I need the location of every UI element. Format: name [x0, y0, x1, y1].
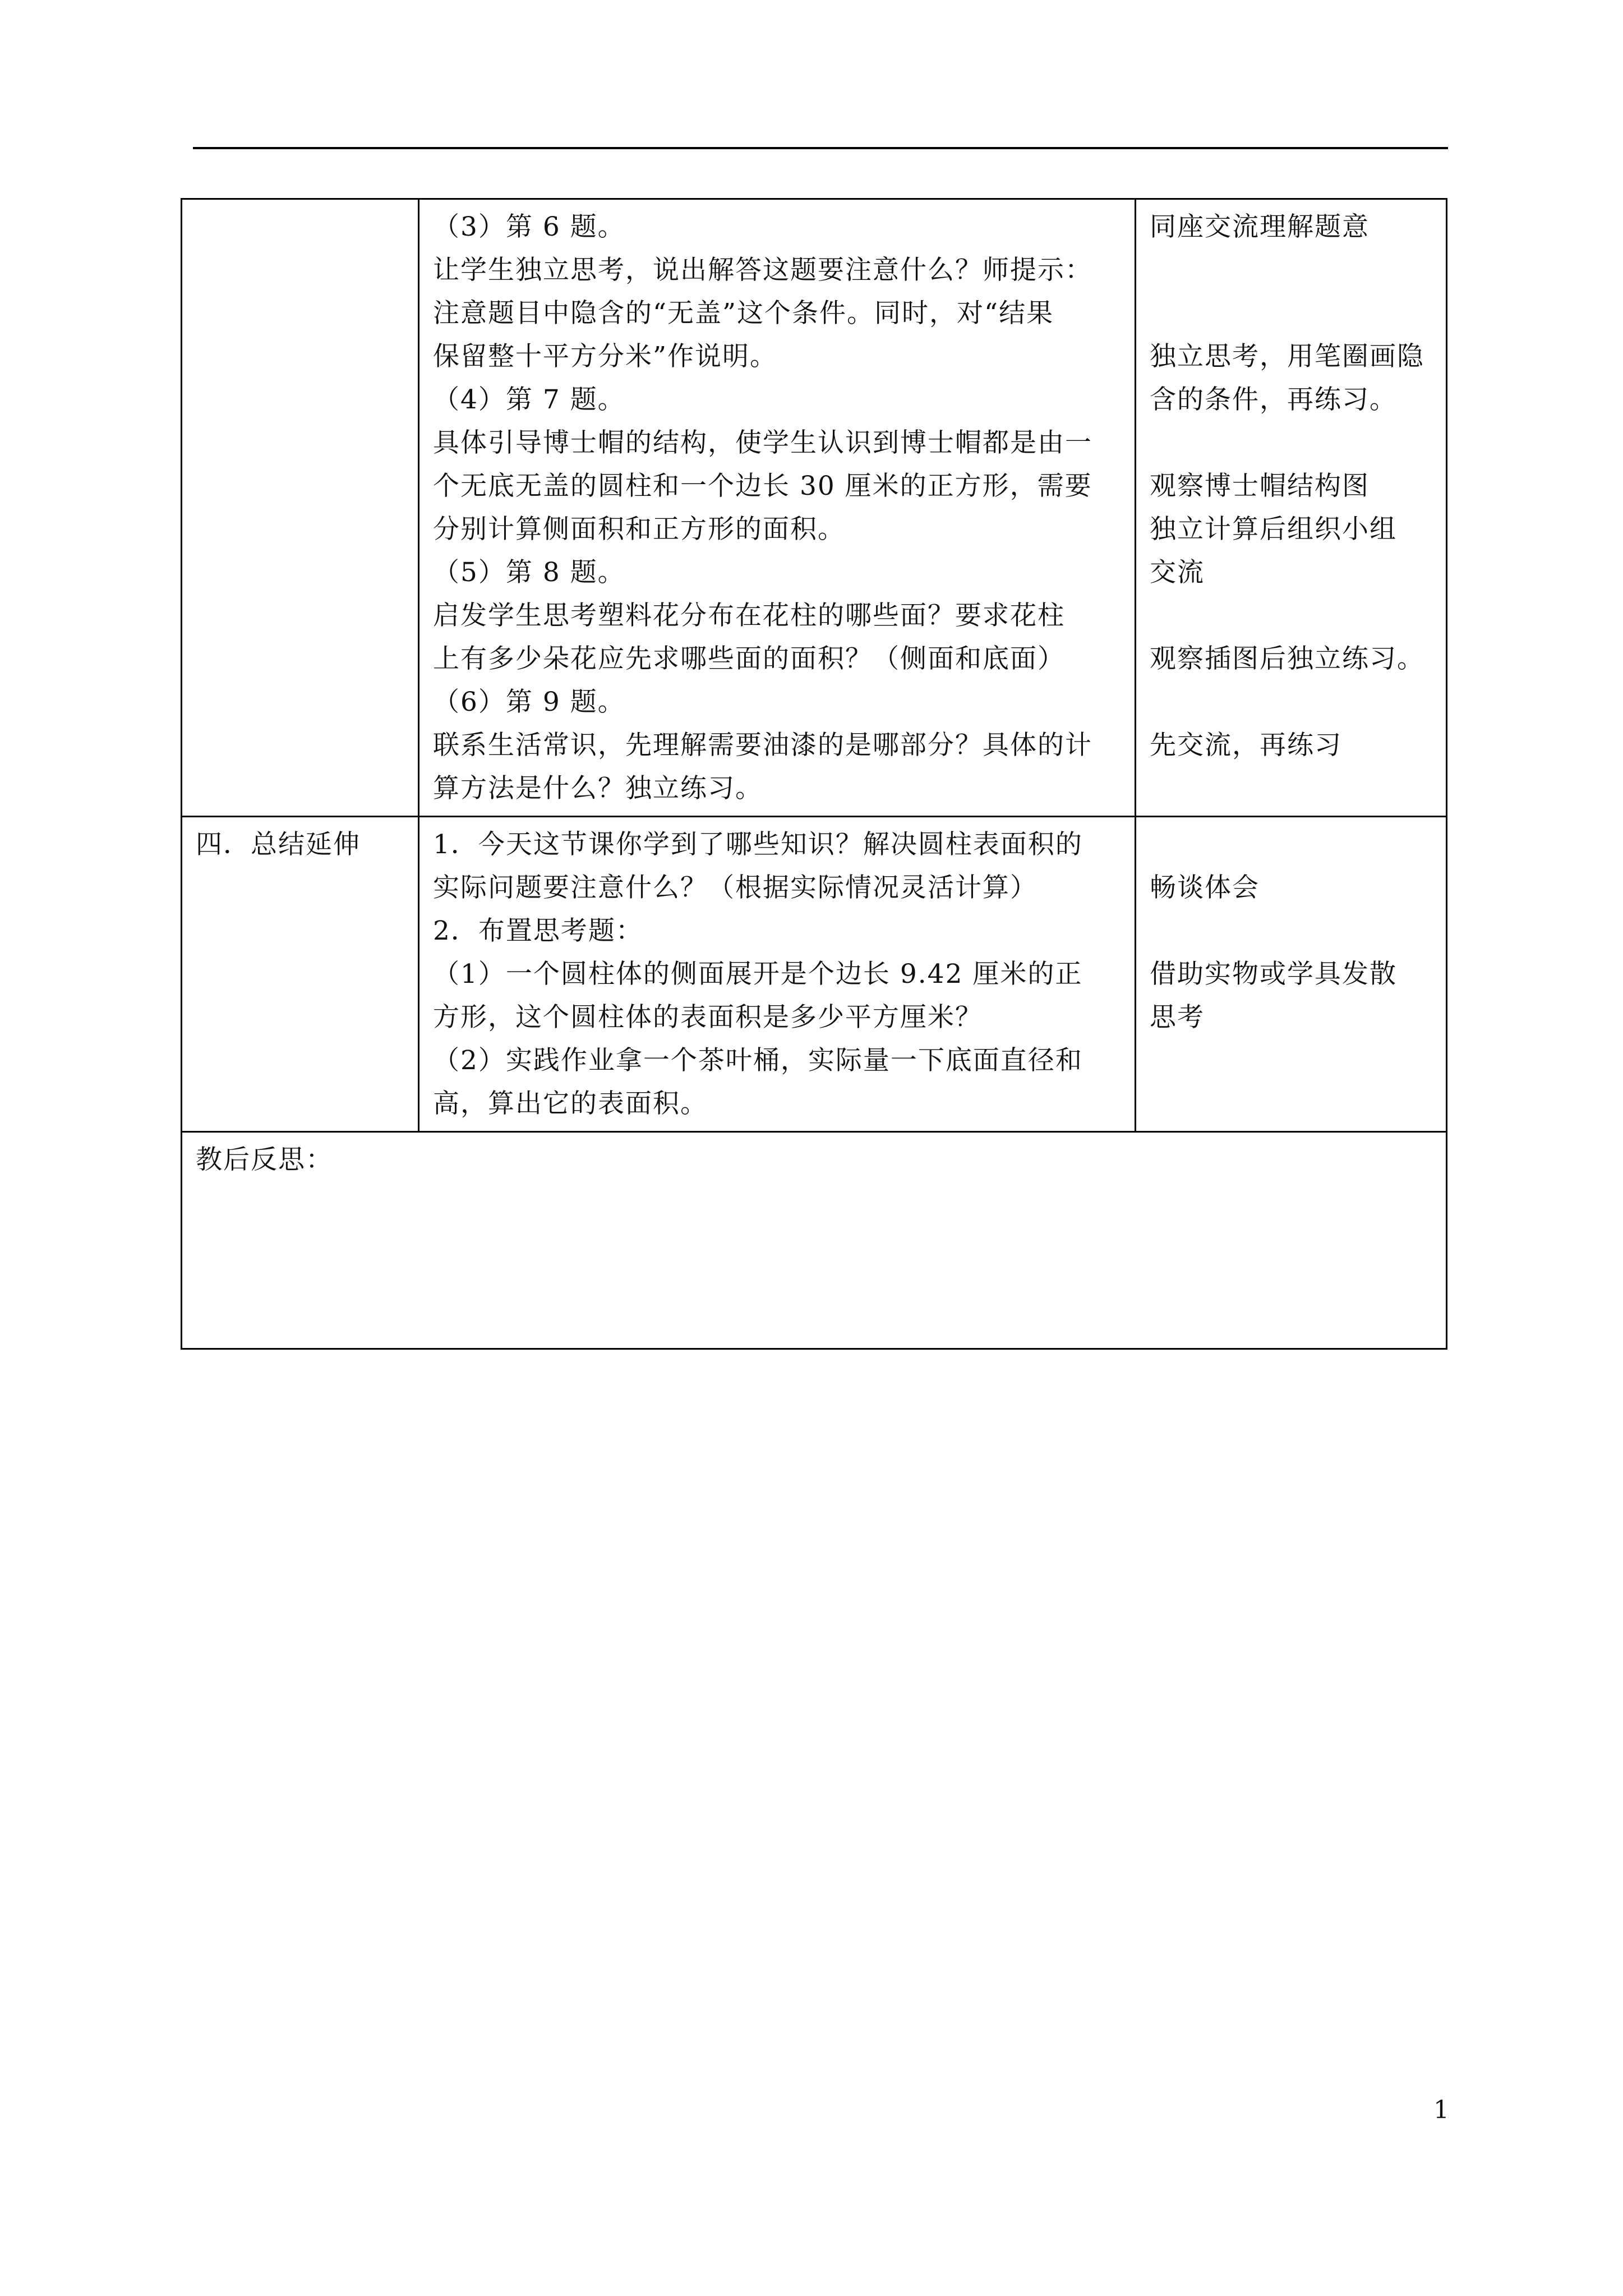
- header-rule: [193, 147, 1448, 149]
- student-activity-cell: [1136, 199, 1447, 817]
- text-line: 同座交流理解题意: [1150, 211, 1370, 242]
- text-line: 分别计算侧面积和正方形的面积。: [433, 514, 845, 545]
- text-line: 观察博士帽结构图: [1150, 471, 1370, 501]
- teacher-activity-cell: [419, 199, 1136, 817]
- text-line: 借助实物或学具发散: [1150, 959, 1397, 990]
- text-line: 个无底无盖的圆柱和一个边长 30 厘米的正方形，需要: [433, 471, 1092, 501]
- text-line: 含的条件，再练习。: [1150, 384, 1397, 415]
- text-line: 高，算出它的表面积。: [433, 1088, 708, 1119]
- table-row: [182, 817, 1447, 1132]
- text-line: 独立思考，用笔圈画隐: [1150, 341, 1424, 372]
- text-line: 2．布置思考题：: [433, 915, 643, 946]
- text-line: （5）第 8 题。: [433, 557, 625, 588]
- text-line: 先交流，再练习: [1150, 730, 1342, 761]
- reflection-cell: [182, 1132, 1447, 1349]
- text-line: 观察插图后独立练习。: [1150, 643, 1424, 674]
- text-line: 1．今天这节课你学到了哪些知识？解决圆柱表面积的: [433, 829, 1083, 860]
- text-line: 独立计算后组织小组: [1150, 514, 1397, 545]
- table-row: [182, 1132, 1447, 1349]
- text-line: （1）一个圆柱体的侧面展开是个边长 9.42 厘米的正: [433, 959, 1083, 990]
- text-line: 方形，这个圆柱体的表面积是多少平方厘米？: [433, 1002, 983, 1033]
- page-number: 1: [1433, 2096, 1449, 2124]
- text-line: 保留整十平方分米”作说明。: [433, 341, 778, 372]
- text-line: 启发学生思考塑料花分布在花柱的哪些面？要求花柱: [433, 600, 1065, 631]
- text-line: 实际问题要注意什么？（根据实际情况灵活计算）: [433, 872, 1038, 903]
- student-activity-cell: [1136, 817, 1447, 1132]
- text-line: （2）实践作业拿一个茶叶桶，实际量一下底面直径和: [433, 1045, 1083, 1076]
- lesson-plan-table: [181, 198, 1447, 1350]
- table-row: [182, 199, 1447, 817]
- stage-cell: [182, 199, 419, 817]
- stage-cell: 四．总结延伸: [182, 817, 419, 1132]
- text-line: （6）第 9 题。: [433, 687, 625, 717]
- text-line: 交流: [1150, 557, 1205, 588]
- text-line: 注意题目中隐含的“无盖”这个条件。同时，对“结果: [433, 298, 1054, 329]
- reflection-label: 教后反思：: [196, 1144, 333, 1175]
- text-line: 具体引导博士帽的结构，使学生认识到博士帽都是由一: [433, 427, 1092, 458]
- text-line: （3）第 6 题。: [433, 211, 625, 242]
- text-line: 让学生独立思考，说出解答这题要注意什么？师提示：: [433, 255, 1092, 286]
- text-line: 畅谈体会: [1150, 872, 1260, 903]
- text-line: 联系生活常识，先理解需要油漆的是哪部分？具体的计: [433, 730, 1092, 761]
- text-line: 算方法是什么？独立练习。: [433, 773, 763, 804]
- text-line: 思考: [1150, 1002, 1205, 1033]
- text-line: 上有多少朵花应先求哪些面的面积？（侧面和底面）: [433, 643, 1065, 674]
- teacher-activity-cell: [419, 817, 1136, 1132]
- text-line: （4）第 7 题。: [433, 384, 625, 415]
